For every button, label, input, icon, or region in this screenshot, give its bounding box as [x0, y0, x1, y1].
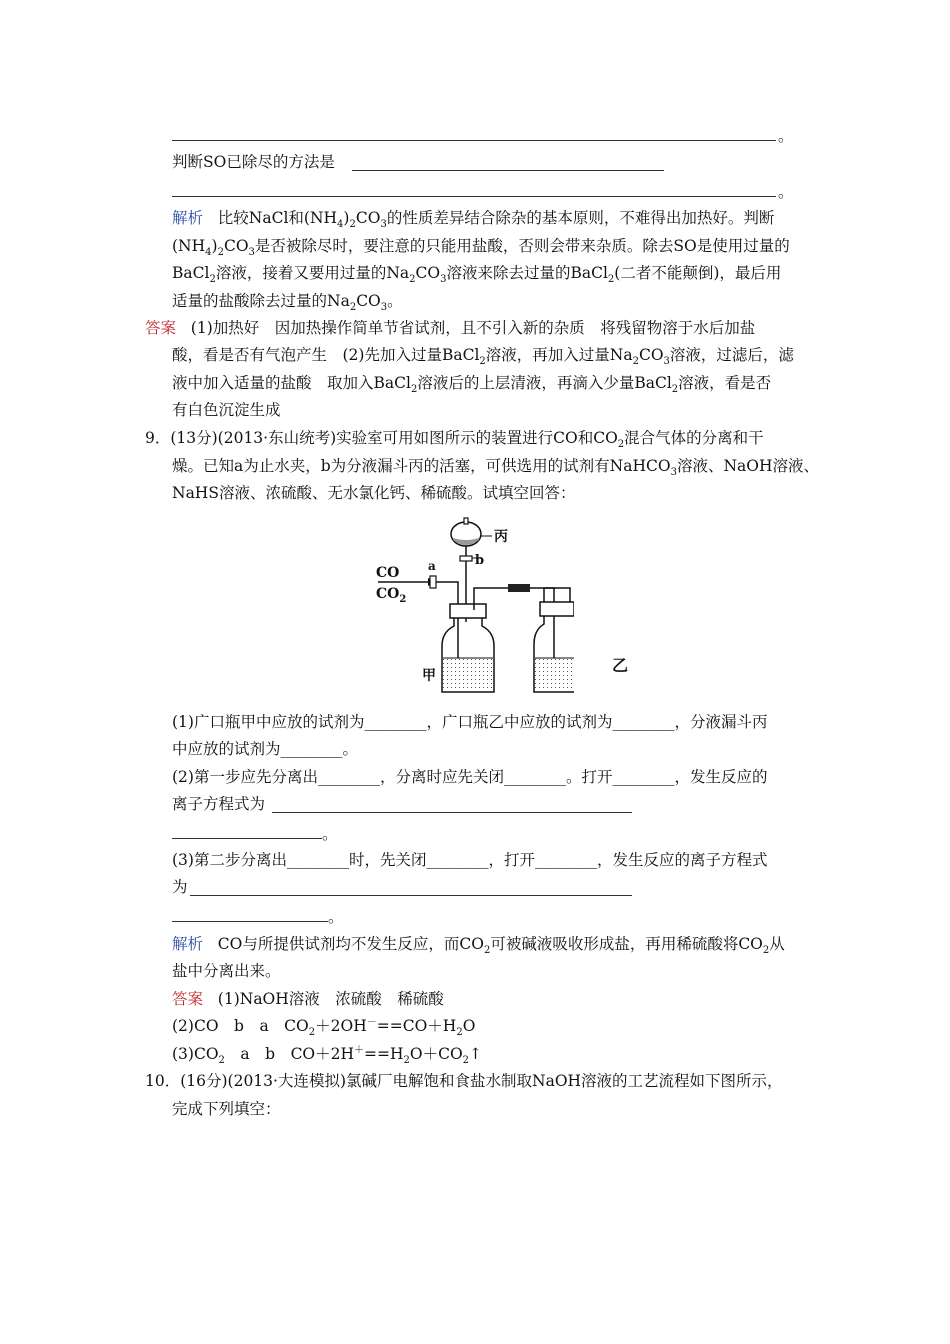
text: 从 [769, 935, 785, 953]
answer-line [172, 369, 771, 397]
label-bing: 丙 [494, 529, 508, 545]
answer-line [172, 1040, 482, 1068]
subscript: 2 [410, 384, 418, 396]
subscript: 2 [217, 247, 224, 259]
text: 溶液，再加入过量Na [485, 346, 633, 364]
subscript: 2 [218, 1055, 225, 1067]
analysis-label: 解析 [172, 935, 204, 953]
period: 。 [322, 825, 338, 843]
text: 溶液，看是否 [678, 374, 772, 392]
question-line [172, 873, 188, 901]
superscript: － [366, 1016, 377, 1028]
text: 比较NaCl和(NH [217, 209, 338, 227]
text: ) [343, 209, 350, 227]
label-jia: 甲 [422, 668, 436, 684]
question-line [172, 763, 767, 791]
analysis-line [172, 259, 781, 287]
question-line [172, 708, 767, 736]
subscript: 3 [663, 356, 670, 368]
text: CO [415, 264, 441, 282]
subscript: 2 [308, 1027, 316, 1039]
clamp-a[interactable] [430, 576, 436, 588]
text: 中应放的试剂为________。 [172, 740, 359, 758]
subscript: 2 [462, 1055, 470, 1067]
analysis-line [172, 287, 403, 315]
answer-line [145, 314, 755, 342]
text: 液中加入适量的盐酸 取加入BaCl [172, 374, 411, 392]
stopcock-b[interactable] [460, 556, 472, 561]
subscript: 4 [337, 219, 344, 231]
text: CO [355, 209, 381, 227]
analysis-label: 解析 [172, 209, 204, 227]
text: 可被碱液吸收形成盐，再用稀硫酸将CO [490, 935, 763, 953]
subscript: 2 [409, 274, 416, 286]
label-b: b [475, 553, 485, 568]
question-line [172, 1095, 281, 1123]
subscript: 3 [248, 247, 255, 259]
text: 。 [387, 292, 403, 310]
text: (3)第二步分离出________时，先关闭________，打开________，发生反应的离子方程式 [172, 851, 768, 869]
funnel-stopper [464, 518, 468, 524]
text: CO [638, 346, 664, 364]
subscript: 2 [403, 1055, 410, 1067]
text: (3)CO [172, 1045, 219, 1063]
analysis-line [172, 232, 790, 260]
answer-blank[interactable] [272, 812, 632, 813]
answer-line [172, 396, 281, 424]
text: 离子方程式为 [172, 795, 266, 813]
text: O [462, 1017, 476, 1035]
superscript: ＋ [354, 1044, 365, 1056]
text: ↑ [469, 1045, 483, 1063]
text: 盐中分离出来。 [172, 962, 281, 980]
subscript: 2 [479, 356, 486, 368]
subscript: 2 [607, 274, 615, 286]
text: 为 [172, 878, 188, 896]
answer-label: 答案 [172, 990, 204, 1008]
label-co: CO [376, 565, 400, 581]
text: 是否被除尽时，要注意的只能用盐酸，否则会带来杂质。除去SO是使用过量的 [254, 237, 790, 255]
stopper-yi [540, 602, 574, 616]
text: (1)NaOH溶液 浓硫酸 稀硫酸 [217, 990, 444, 1008]
text: 的性质差异结合除杂的基本原则，不难得出加热好。判断 [386, 209, 775, 227]
question-line [172, 735, 358, 763]
text: (二者不能颠倒)，最后用 [614, 264, 782, 282]
period: 。 [778, 127, 794, 145]
subscript: 3 [380, 219, 387, 231]
apparatus-svg [374, 514, 574, 704]
text: 溶液、NaOH溶液、 [676, 457, 819, 475]
subscript: 2 [762, 945, 770, 957]
answer-blank[interactable] [172, 838, 322, 839]
answer-label: 答案 [145, 319, 177, 337]
text: BaCl [172, 264, 210, 282]
text: (1)广口瓶甲中应放的试剂为________，广口瓶乙中应放的试剂为________，分液漏斗丙 [172, 713, 768, 731]
subscript: 2 [671, 384, 679, 396]
question-line [172, 790, 265, 818]
question-line [172, 846, 767, 874]
question-line [172, 452, 819, 480]
answer-line [172, 1012, 475, 1040]
analysis-line [172, 204, 774, 232]
subscript: 2 [349, 219, 356, 231]
question-line [145, 1067, 783, 1095]
text: 酸，看是否有气泡产生 (2)先加入过量BaCl [172, 346, 480, 364]
subscript: 2 [349, 302, 357, 314]
text: ==H [364, 1045, 404, 1063]
text: 溶液后的上层清液，再滴入少量BaCl [417, 374, 672, 392]
subscript: 2 [632, 356, 639, 368]
text: 10．(16分)(2013·大连模拟)氯碱厂电解饱和食盐水制取NaOH溶液的工艺流程如下图所示， [145, 1072, 783, 1090]
answer-blank[interactable] [352, 170, 664, 171]
text: 完成下列填空： [172, 1100, 281, 1118]
text: 9．(13分)(2013·东山统考)实验室可用如图所示的装置进行CO和CO [145, 429, 618, 447]
text: a b CO＋2H [224, 1045, 355, 1063]
rubber-tube [508, 584, 530, 592]
period: 。 [328, 908, 344, 926]
analysis-line [172, 930, 785, 958]
text: (1)加热好 因加热操作简单节省试剂，且不引入新的杂质 将残留物溶于水后加盐 [190, 319, 756, 337]
period: 。 [778, 183, 794, 201]
answer-blank[interactable] [172, 140, 776, 141]
text: ＋2OH [315, 1017, 367, 1035]
subscript: 3 [440, 274, 447, 286]
text: 溶液，过滤后，滤 [669, 346, 794, 364]
answer-blank[interactable] [172, 921, 328, 922]
apparatus-diagram [374, 514, 574, 704]
subscript: 2 [483, 945, 491, 957]
text: (NH [172, 237, 206, 255]
text: (2)第一步应先分离出________，分离时应先关闭________。打开________，发生反应的 [172, 768, 768, 786]
text: (2)CO b a CO [172, 1017, 309, 1035]
subscript: 4 [205, 247, 212, 259]
text: ＋H [427, 1017, 457, 1035]
text: 溶液，接着又要用过量的Na [215, 264, 410, 282]
subscript: 2 [617, 439, 625, 451]
text: CO与所提供试剂均不发生反应，而CO [217, 935, 484, 953]
text: CO [356, 292, 381, 310]
subscript: 2 [456, 1027, 463, 1039]
text: 溶液来除去过量的BaCl [446, 264, 608, 282]
subscript: 3 [380, 302, 388, 314]
text: ==CO [376, 1017, 428, 1035]
liquid-jia [443, 658, 493, 691]
question-line [145, 424, 764, 452]
answer-line [172, 985, 444, 1013]
question-line [172, 479, 575, 507]
judge-question [172, 148, 335, 176]
answer-line [172, 341, 794, 369]
text: ) [211, 237, 218, 255]
text: O＋CO [409, 1045, 463, 1063]
stopper-jia [450, 604, 486, 618]
text: 适量的盐酸除去过量的Na [172, 292, 350, 310]
text: CO [223, 237, 249, 255]
liquid-yi [535, 658, 574, 691]
label-a: a [428, 559, 436, 573]
answer-blank[interactable] [172, 196, 776, 197]
text: 有白色沉淀生成 [172, 401, 281, 419]
analysis-line [172, 957, 281, 985]
judge-prefix: 判断SO已除尽的方法是 [172, 153, 335, 171]
label-co2 [376, 586, 406, 605]
label-yi [612, 652, 628, 680]
subscript: 3 [670, 467, 677, 479]
text: NaHS溶液、浓硫酸、无水氯化钙、稀硫酸。试填空回答： [172, 484, 576, 502]
text: 乙 [612, 656, 629, 675]
text: CO [376, 586, 400, 602]
subscript: 2 [399, 594, 407, 605]
answer-blank[interactable] [190, 895, 632, 896]
text: 混合气体的分离和干 [624, 429, 764, 447]
text: 燥。已知a为止水夹，b为分液漏斗丙的活塞，可供选用的试剂有NaHCO [172, 457, 671, 475]
subscript: 2 [209, 274, 216, 286]
